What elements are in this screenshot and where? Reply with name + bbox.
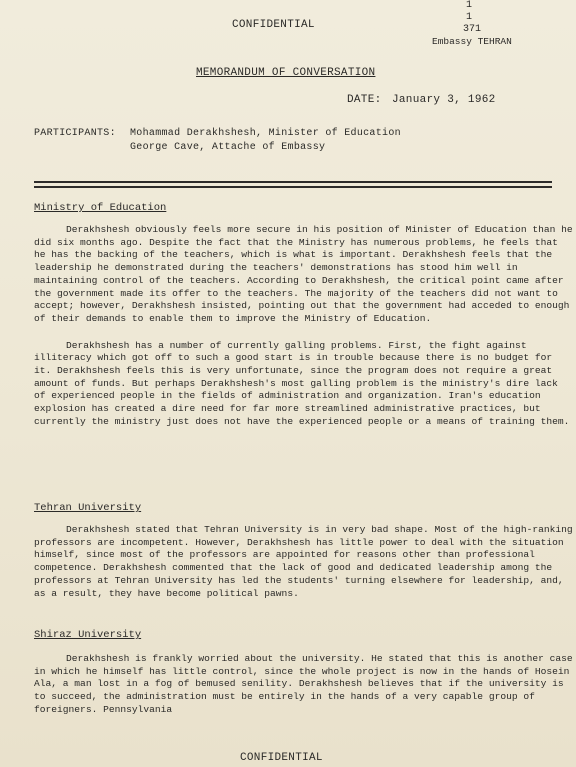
- paragraph: Derakhshesh is frankly worried about the university. He stated that this is another case in which he himself has little control, since the whole project is now in the hands of Hosein Ala, a man lost in a fog of bemused senility. Derakhshesh believes that if the university is to succeed, the administration must be entirely in the hands of a very capable group of foreigners. Pennsylvania: [34, 653, 573, 715]
- file-mark-3: 371: [463, 24, 482, 35]
- divider-rule-top: [34, 181, 552, 183]
- paragraph: Derakhshesh has a number of currently galling problems. First, the fight against illiteracy which got off to such a good start is in trouble because there is no budget for it. Derakhshesh feels this is very unfortunate, since the program does not require a great amount of funds. But perhaps Derakhshesh's most galling problem is the ministry's dire lack of experienced people in the fields of administration and organization. Iran's education explosion has created a dire need for far more streamlined administrative practices, but currently the ministry just does not have the experienced people or a means of training them.: [34, 339, 570, 427]
- section-heading-tehran: Tehran University: [34, 502, 142, 514]
- post-stamp: Embassy TEHRAN: [432, 36, 512, 47]
- section-body-ministry: [34, 224, 574, 429]
- classification-bottom: CONFIDENTIAL: [240, 752, 323, 764]
- section-body-shiraz: [34, 653, 574, 717]
- section-body-tehran: [34, 524, 574, 600]
- paragraph: Derakhshesh stated that Tehran University is in very bad shape. Most of the high-ranking professors are incompetent. However, Derakhshesh has little power to deal with the situation himself, since most of the professors are appointed for reasons other than professional competence. Derakhshesh commented that the lack of good and dedicated leadership among the professors at Tehran University has led the students' turning elsewhere for leadership, and, as a result, they have become political pawns.: [34, 524, 573, 599]
- section-heading-ministry: Ministry of Education: [34, 202, 167, 214]
- paragraph: Derakhshesh obviously feels more secure in his position of Minister of Education than he did six months ago. Despite the fact that the Ministry has numerous problems, he feels that he has the backing of the teachers, which is what is important. Derakhshesh feels that the leadership he demonstrated during the teachers' demonstrations has stood him well in maintaining control of the teachers. According to Derakhshesh, the critical point came after the government made its offer to the teachers. The majority of the teachers did not want to accept; however, Derakhshesh insisted, pointing out that the government had acceded to enough of their demands to enable them to improve the Ministry of Education.: [34, 224, 573, 324]
- section-heading-shiraz: Shiraz University: [34, 629, 142, 641]
- file-mark-1: 1: [466, 0, 473, 11]
- date-label: DATE:: [347, 94, 382, 106]
- divider-rule-bottom: [34, 186, 552, 188]
- participant-2: George Cave, Attache of Embassy: [130, 142, 326, 153]
- memo-title: MEMORANDUM OF CONVERSATION: [196, 67, 376, 79]
- participants-label: PARTICIPANTS:: [34, 128, 116, 139]
- classification-top: CONFIDENTIAL: [232, 19, 315, 31]
- file-mark-2: 1: [466, 12, 473, 23]
- date-value: January 3, 1962: [392, 94, 496, 106]
- participant-1: Mohammad Derakhshesh, Minister of Education: [130, 128, 401, 139]
